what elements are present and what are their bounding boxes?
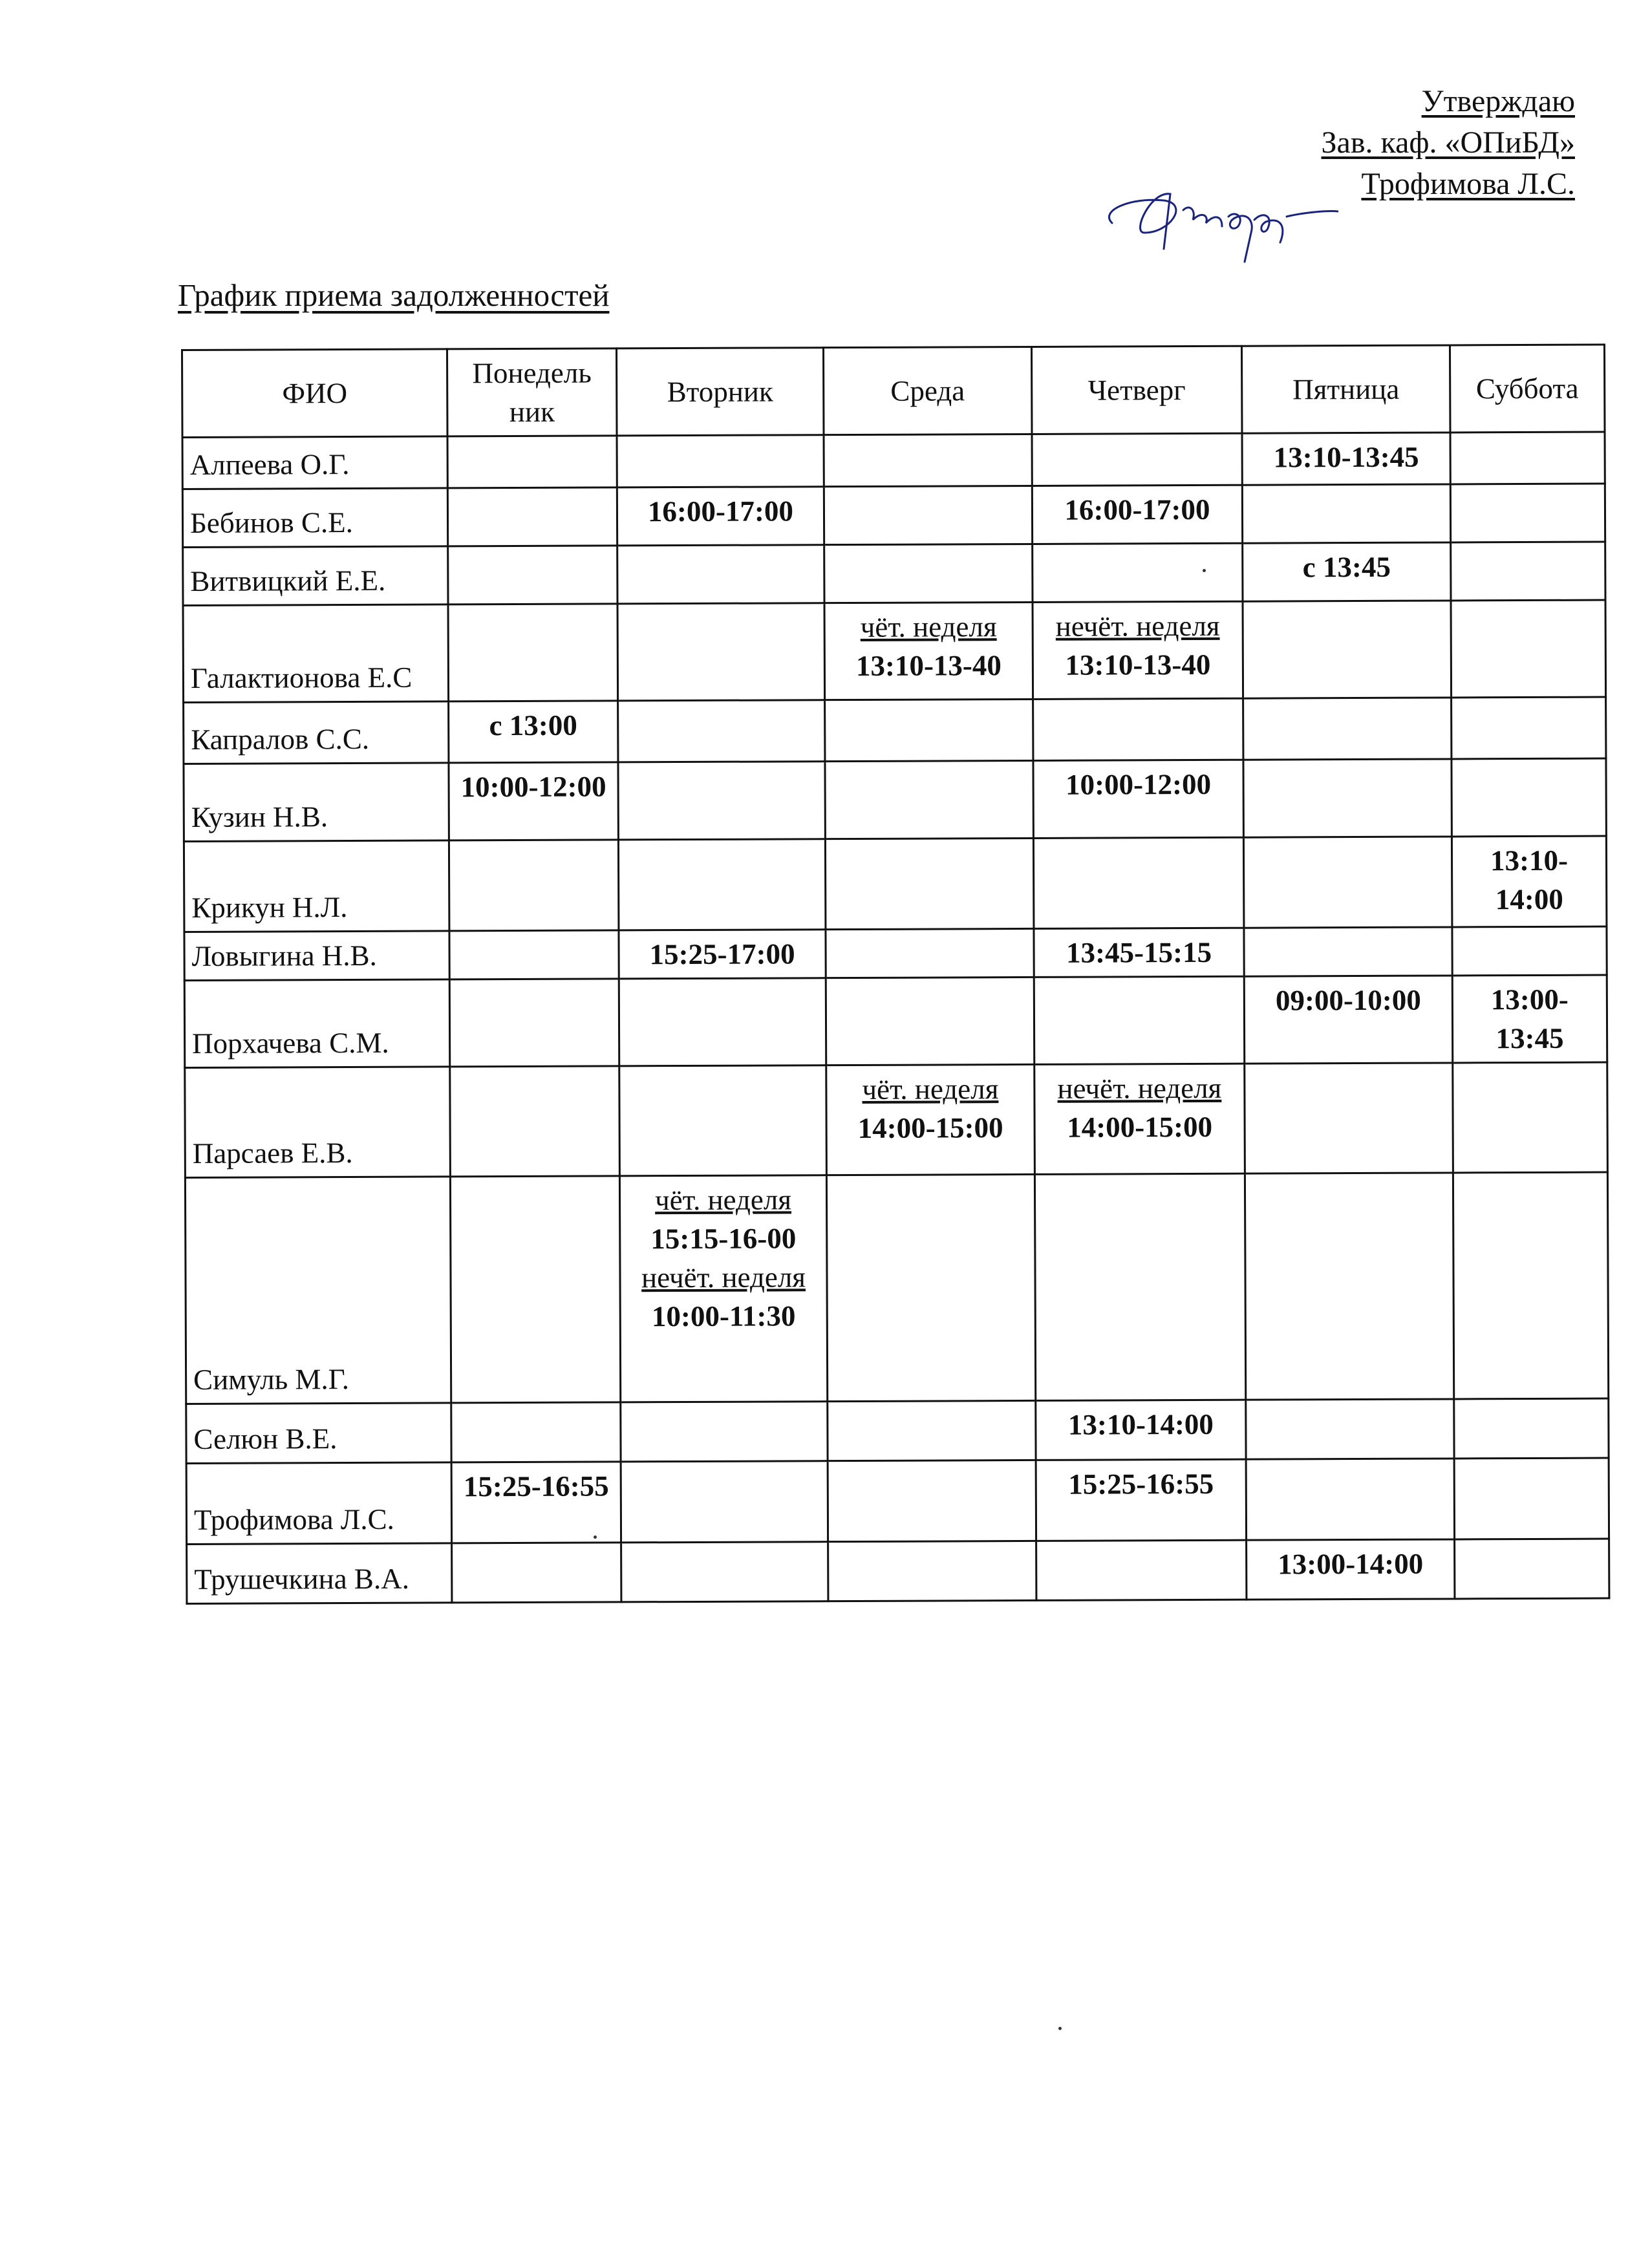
schedule-cell xyxy=(828,1400,1036,1460)
schedule-cell xyxy=(1243,837,1452,928)
column-header: Четверг xyxy=(1031,346,1242,434)
table-row xyxy=(184,926,1607,980)
scan-speck xyxy=(1058,2027,1062,2030)
schedule-cell xyxy=(1450,484,1605,542)
time-slot: 13:10-14:00 xyxy=(1490,844,1569,916)
week-parity-label: нечёт. неделя xyxy=(641,1261,806,1294)
schedule-cell xyxy=(1246,1459,1454,1540)
schedule-cell xyxy=(826,1064,1035,1175)
teacher-name: Симуль М.Г. xyxy=(185,1177,451,1404)
time-slot: с 13:45 xyxy=(1302,550,1391,584)
schedule-cell xyxy=(447,436,617,488)
schedule-cell xyxy=(1244,927,1452,976)
column-header: ФИО xyxy=(182,349,448,438)
teacher-name: Галактионова Е.С xyxy=(183,604,449,703)
schedule-cell xyxy=(621,1542,828,1602)
schedule-cell xyxy=(1244,976,1453,1064)
schedule-cell xyxy=(1034,976,1245,1064)
approval-line-3: Трофимова Л.С. xyxy=(1361,167,1575,201)
teacher-name: Селюн В.Е. xyxy=(186,1403,451,1464)
schedule-cell xyxy=(1036,1400,1246,1460)
schedule-cell xyxy=(1033,837,1244,928)
table-row xyxy=(184,697,1606,764)
schedule-cell xyxy=(1242,433,1450,485)
schedule-cell xyxy=(448,604,618,701)
schedule-cell xyxy=(824,434,1032,486)
schedule-cell xyxy=(621,1461,828,1543)
schedule-cell xyxy=(1243,698,1452,760)
schedule-cell xyxy=(1036,1459,1246,1541)
time-slot: 10:00-12:00 xyxy=(460,770,606,804)
table-row xyxy=(184,836,1607,932)
table-row xyxy=(182,432,1605,489)
schedule-cell xyxy=(617,487,824,546)
schedule-cell xyxy=(1452,697,1606,759)
schedule-cell xyxy=(618,762,825,840)
schedule-cell xyxy=(1247,1539,1455,1599)
time-slot: 13:00-14:00 xyxy=(1278,1547,1424,1581)
week-parity-label: чёт. неделя xyxy=(860,610,997,643)
schedule-cell xyxy=(1243,601,1452,698)
schedule-cell xyxy=(1034,1064,1245,1174)
schedule-cell xyxy=(448,546,617,604)
table-row xyxy=(183,600,1606,702)
schedule-cell xyxy=(451,1402,621,1462)
column-header: Пятница xyxy=(1241,345,1450,433)
week-parity-label: чёт. неделя xyxy=(655,1183,792,1217)
schedule-cell xyxy=(450,1066,620,1177)
schedule-cell xyxy=(621,1402,828,1462)
schedule-cell xyxy=(824,544,1033,603)
schedule-cell xyxy=(825,760,1033,839)
schedule-cell xyxy=(1034,928,1244,977)
week-parity-label: нечёт. неделя xyxy=(1055,609,1220,643)
schedule-cell xyxy=(1242,484,1450,543)
schedule-cell xyxy=(1452,975,1607,1063)
schedule-cell xyxy=(1453,1172,1608,1399)
schedule-cell xyxy=(1451,542,1605,601)
column-header: Среда xyxy=(823,347,1032,434)
schedule-cell xyxy=(825,838,1034,929)
schedule-cell xyxy=(1245,1063,1453,1173)
schedule-cell xyxy=(826,977,1034,1065)
teacher-name: Трушечкина В.А. xyxy=(187,1543,452,1604)
table-row xyxy=(182,484,1605,547)
approval-block xyxy=(1321,81,1575,205)
schedule-cell xyxy=(1454,1398,1609,1459)
time-slot: 16:00-17:00 xyxy=(1064,493,1210,526)
time-slot: 15:25-16:55 xyxy=(463,1470,609,1503)
time-slot: 09:00-10:00 xyxy=(1275,983,1421,1017)
schedule-cell xyxy=(1032,433,1242,486)
schedule-cell xyxy=(619,978,826,1066)
time-slot: 15:15-16-00 xyxy=(650,1222,797,1256)
time-slot: 13:10-14:00 xyxy=(1067,1407,1214,1441)
schedule-cell xyxy=(1243,542,1451,601)
schedule-cell xyxy=(449,762,618,840)
schedule-cell xyxy=(826,1174,1035,1401)
teacher-name: Трофимова Л.С. xyxy=(186,1462,451,1545)
schedule-cell xyxy=(1452,758,1606,837)
schedule-cell xyxy=(449,979,619,1067)
teacher-name: Алпеева О.Г. xyxy=(182,436,447,489)
time-slot: 15:25-17:00 xyxy=(649,937,795,971)
teacher-name: Ловыгина Н.В. xyxy=(184,931,449,981)
time-slot: 10:00-11:30 xyxy=(651,1300,796,1333)
table-row xyxy=(184,758,1606,841)
column-header: Суббота xyxy=(1450,345,1605,433)
time-slot: с 13:00 xyxy=(489,709,577,742)
teacher-name: Бебинов С.Е. xyxy=(182,488,447,548)
schedule-cell xyxy=(450,1176,620,1403)
schedule-cell xyxy=(824,486,1032,544)
schedule-cell xyxy=(824,602,1033,700)
schedule-cell xyxy=(1455,1539,1609,1599)
scan-speck xyxy=(1203,569,1206,572)
schedule-cell xyxy=(618,700,825,762)
schedule-cell xyxy=(1032,485,1242,544)
approval-line-2: Зав. каф. «ОПиБД» xyxy=(1321,125,1575,160)
schedule-cell xyxy=(1453,1062,1608,1173)
schedule-cell xyxy=(617,545,824,604)
time-slot: 13:10-13-40 xyxy=(1065,648,1211,681)
teacher-name: Порхачева С.М. xyxy=(184,979,450,1068)
schedule-cell xyxy=(1450,432,1605,484)
schedule-cell xyxy=(1243,759,1452,837)
schedule-cell xyxy=(617,603,825,701)
schedule-cell xyxy=(451,1462,621,1543)
schedule-cell xyxy=(1034,1173,1245,1400)
table-row xyxy=(184,975,1607,1067)
time-slot: 16:00-17:00 xyxy=(647,495,794,528)
time-slot: 13:10-13:45 xyxy=(1273,440,1419,474)
week-parity-label: чёт. неделя xyxy=(862,1073,999,1106)
time-slot: 13:00-13:45 xyxy=(1490,983,1569,1055)
page-title: График приема задолженностей xyxy=(178,277,610,313)
schedule-cell xyxy=(1452,926,1607,976)
teacher-name: Витвицкий Е.Е. xyxy=(183,546,448,606)
schedule-cell xyxy=(1033,601,1243,699)
schedule-cell xyxy=(619,1065,827,1176)
column-header: Вторник xyxy=(617,348,824,436)
schedule-cell xyxy=(828,1541,1036,1601)
teacher-name: Крикун Н.Л. xyxy=(184,840,449,932)
schedule-cell xyxy=(1451,600,1606,698)
time-slot: 10:00-12:00 xyxy=(1066,767,1212,801)
schedule-cell xyxy=(828,1460,1036,1541)
schedule-cell xyxy=(452,1543,621,1603)
teacher-name: Кузин Н.В. xyxy=(184,763,449,842)
signature-icon xyxy=(1093,171,1338,268)
schedule-cell xyxy=(1033,698,1243,760)
schedule-cell xyxy=(825,699,1033,761)
schedule-cell xyxy=(1033,760,1243,838)
table-row xyxy=(183,542,1605,605)
schedule-cell xyxy=(1246,1399,1454,1459)
table-row xyxy=(185,1172,1608,1404)
schedule-cell xyxy=(449,701,618,763)
schedule-cell xyxy=(447,487,617,546)
schedule-cell xyxy=(619,930,826,979)
schedule-cell xyxy=(1036,1540,1247,1600)
schedule-cell xyxy=(619,1175,827,1402)
schedule-cell xyxy=(1454,1458,1609,1539)
teacher-name: Парсаев Е.В. xyxy=(185,1067,451,1178)
schedule-cell xyxy=(617,435,824,487)
time-slot: 14:00-15:00 xyxy=(1067,1110,1213,1144)
approval-line-1: Утверждаю xyxy=(1421,84,1575,118)
schedule-cell xyxy=(618,839,826,930)
schedule-table xyxy=(181,344,1610,1605)
teacher-name: Капралов С.С. xyxy=(184,701,449,764)
table-row xyxy=(185,1062,1608,1177)
time-slot: 13:45-15:15 xyxy=(1066,936,1212,969)
table-header-row xyxy=(182,345,1605,437)
schedule-cell xyxy=(449,840,619,931)
schedule-cell xyxy=(449,930,619,979)
scan-speck xyxy=(594,1535,597,1539)
schedule-cell xyxy=(1033,543,1243,602)
time-slot: 14:00-15:00 xyxy=(857,1111,1003,1144)
time-slot: 15:25-16:55 xyxy=(1068,1467,1214,1501)
schedule-cell xyxy=(1452,836,1607,927)
time-slot: 13:10-13-40 xyxy=(855,649,1002,682)
schedule-cell xyxy=(826,928,1034,978)
schedule-cell xyxy=(1245,1173,1453,1400)
table-row xyxy=(186,1458,1609,1544)
column-header: Понедель ник xyxy=(447,348,617,436)
table-row xyxy=(186,1398,1609,1463)
week-parity-label: нечёт. неделя xyxy=(1057,1071,1222,1105)
table-row xyxy=(187,1539,1609,1603)
